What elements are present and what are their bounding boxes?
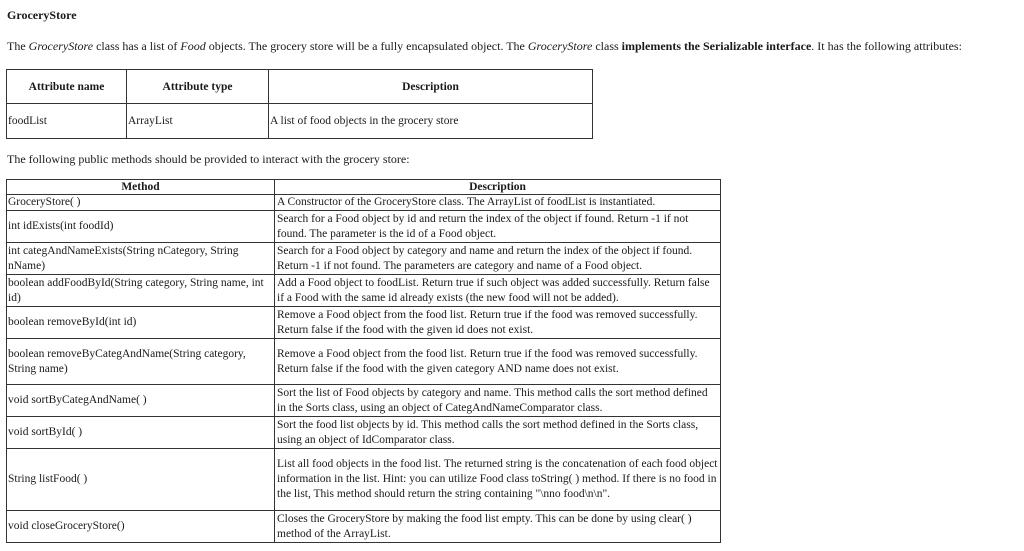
- attributes-table: [6, 69, 593, 139]
- method-description: A Constructor of the GroceryStore class. The ArrayList of foodList is instantiated.: [275, 195, 721, 211]
- intro-class-name: GroceryStore: [527, 39, 593, 53]
- intro-text: . It has the following attributes:: [811, 39, 962, 53]
- attributes-header-row: [7, 70, 593, 104]
- methods-header-row: [7, 180, 721, 195]
- attributes-row: [7, 104, 593, 139]
- method-row: [7, 211, 721, 243]
- method-signature: GroceryStore( ): [7, 195, 275, 211]
- method-row: [7, 307, 721, 339]
- attr-description: A list of food objects in the grocery store: [269, 104, 593, 139]
- method-signature: boolean removeById(int id): [7, 307, 275, 339]
- method-signature: int idExists(int foodId): [7, 211, 275, 243]
- intro-serializable: implements the Serializable interface: [621, 39, 812, 53]
- attr-name: foodList: [7, 104, 127, 139]
- methods-table: [6, 179, 721, 543]
- method-description: Closes the GroceryStore by making the food list empty. This can be done by using clear( ) method of the ArrayList.: [275, 511, 721, 543]
- method-description: Search for a Food object by id and return the index of the object if found. Return -1 if not found. The parameter is the id of a Food object.: [275, 211, 721, 243]
- intro-text: class: [592, 39, 622, 53]
- method-row: [7, 511, 721, 543]
- method-description: Remove a Food object from the food list. Return true if the food was removed successfully. Return false if the food with the given category AND name does not exist.: [275, 339, 721, 385]
- method-row: [7, 195, 721, 211]
- method-row: [7, 339, 721, 385]
- intro-text: objects. The grocery store will be a fully encapsulated object. The: [205, 39, 528, 53]
- attr-header-description: Description: [269, 70, 593, 104]
- method-signature: boolean removeByCategAndName(String category, String name): [7, 339, 275, 385]
- method-row: [7, 243, 721, 275]
- method-row: [7, 449, 721, 511]
- method-signature: void sortById( ): [7, 417, 275, 449]
- page-title: GroceryStore: [7, 8, 77, 22]
- method-signature: boolean addFoodById(String category, String name, int id): [7, 275, 275, 307]
- methods-intro: The following public methods should be provided to interact with the grocery store:: [7, 152, 410, 166]
- method-signature: void closeGroceryStore(): [7, 511, 275, 543]
- intro-food-name: Food: [180, 39, 206, 53]
- attr-header-name: Attribute name: [7, 70, 127, 104]
- intro-class-name: GroceryStore: [28, 39, 94, 53]
- description-header: Description: [275, 180, 721, 195]
- attr-header-type: Attribute type: [127, 70, 269, 104]
- method-row: [7, 385, 721, 417]
- intro-text: The: [7, 39, 29, 53]
- method-description: Remove a Food object from the food list. Return true if the food was removed successfully. Return false if the food with the given id does not exist.: [275, 307, 721, 339]
- method-signature: void sortByCategAndName( ): [7, 385, 275, 417]
- intro-text: class has a list of: [93, 39, 181, 53]
- method-header: Method: [7, 180, 275, 195]
- intro-paragraph: [7, 39, 962, 54]
- method-row: [7, 417, 721, 449]
- method-description: Add a Food object to foodList. Return true if such object was added successfully. Return false if a Food with the same id already exists (the new food will not be added).: [275, 275, 721, 307]
- method-description: Sort the food list objects by id. This method calls the sort method defined in the Sorts class, using an object of IdComparator class.: [275, 417, 721, 449]
- method-signature: String listFood( ): [7, 449, 275, 511]
- method-description: Sort the list of Food objects by category and name. This method calls the sort method defined in the Sorts class, using an object of CategAndNameComparator class.: [275, 385, 721, 417]
- attr-type: ArrayList: [127, 104, 269, 139]
- method-description: List all food objects in the food list. The returned string is the concatenation of each food object information in the list. Hint: you can utilize Food class toString( ) method. If there is no food in the list, This method should return the string containing "\nno food\n\n".: [275, 449, 721, 511]
- method-row: [7, 275, 721, 307]
- method-signature: int categAndNameExists(String nCategory, String nName): [7, 243, 275, 275]
- method-description: Search for a Food object by category and name and return the index of the object if found. Return -1 if not found. The parameters are category and name of a Food object.: [275, 243, 721, 275]
